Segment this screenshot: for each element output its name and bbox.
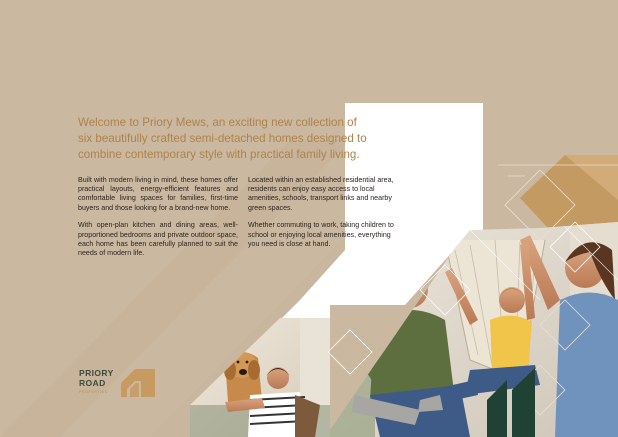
logo-line-2: ROAD [79, 377, 106, 388]
intro-heading [78, 115, 388, 163]
logo-wordmark [79, 369, 114, 388]
logo-line-1: PRIORY [79, 368, 114, 378]
left-paragraph-1: Built with modern living in mind, these homes offer practical layouts, energy-efficient features and comfortable living spaces for families, first-time buyers and those looking for a brand-new home. [78, 176, 238, 212]
intro-line-1: Welcome to Priory Mews, an exciting new collection of [78, 116, 357, 129]
house-roof-chevron-icon [121, 369, 155, 397]
left-paragraph-2: With open-plan kitchen and dining areas, well-proportioned bedrooms and private outdoor space, each home has been carefully planned to suit the needs of modern life. [78, 221, 238, 257]
intro-line-3: combine contemporary style with practical family living. [78, 148, 360, 161]
logo-tagline: PROPERTIES [79, 390, 108, 394]
right-text-column [248, 176, 400, 257]
right-paragraph-1: Located within an established residential area, residents can enjoy easy access to local amenities, schools, transport links and nearby green spaces. [248, 176, 394, 212]
right-paragraph-2: Whether commuting to work, taking children to school or enjoying local amenities, everything you need is close at hand. [248, 221, 394, 248]
priory-road-logo [79, 369, 159, 399]
intro-line-2: six beautifully crafted semi-detached homes designed to [78, 132, 367, 145]
left-text-column [78, 176, 238, 267]
